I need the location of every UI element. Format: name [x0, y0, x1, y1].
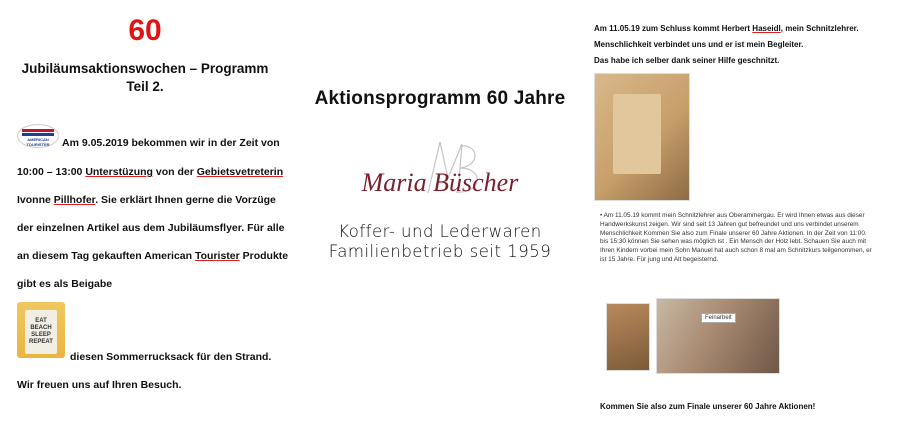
middle-column [290, 0, 590, 436]
photo-caption: Feinarbeit [701, 313, 736, 323]
time-text: 10:00 – 13:00 [17, 166, 86, 178]
para-line-2 [17, 166, 283, 178]
teacher-surname: Haseidl [752, 24, 781, 33]
closing-line: Kommen Sie also zum Finale unserer 60 Jahre Aktionen! [600, 402, 816, 411]
brand-subtitle-2: Familienbetrieb seit 1959 [328, 242, 552, 261]
wood-carving-photo [594, 73, 690, 201]
tourister-word: Tourister [194, 250, 240, 262]
support-word: Unterstüzung [85, 166, 153, 178]
para-line-3 [17, 194, 276, 206]
left-title-line1: Jubiläumsaktionswochen – Programm [21, 61, 269, 76]
representative-word: Gebietsvetreterin [196, 166, 284, 178]
para-line-8: Wir freuen uns auf Ihren Besuch. [17, 379, 182, 391]
beach-bag-image [17, 302, 65, 358]
brand-name: Maria Büscher [361, 168, 519, 197]
right-line-2: Menschlichkeit verbindet uns und er ist mein Begleiter. [594, 40, 804, 49]
carving-board [613, 94, 661, 174]
program-title: Aktionsprogramm 60 Jahre [314, 88, 566, 109]
right-paragraph: • Am 11.05.19 kommt mein Schnitzlehrer aus Oberammergau. Er wird Ihnen etwas aus dieser Handwerkskunst zeigen. Wir sind seit 13 Jahren gut befreundet und uns verbindet unserem Menschlichkeit Kommen Sie also zum Finale unserer 60 Jahre Aktionen. In der Zeit von 11:00. bis 15:30 können Sie sehen was möglich ist . Ein Mensch der Holz lebt. Schauen Sie auch mit Ihren Kindern vorbei mein Sohn Manuel hat auch schon 8 mal am Schnitzkurs teilgenommen, er ist 15 Jahre. Für jung und Alt begeisternd. [600, 212, 872, 263]
para-line-5 [17, 250, 288, 262]
brand-prefix-text: an diesem Tag gekauften American [17, 250, 195, 262]
logo-text: AMERICAN TOURISTER [26, 137, 50, 147]
surname-word: Pillhofer [53, 194, 96, 206]
left-column [0, 0, 290, 436]
connector-text: von der [152, 166, 197, 178]
bag-print: EAT BEACH SLEEP REPEAT [25, 310, 57, 354]
right-column [584, 0, 900, 436]
anniversary-number: 60 [128, 14, 162, 47]
right-line-3: Das habe ich selber dank seiner Hilfe geschnitzt. [594, 56, 780, 65]
date-text: Am 11.05.19 zum Schluss kommt Herbert [594, 24, 753, 33]
left-title [0, 60, 290, 96]
carver-at-work-photo [656, 298, 780, 374]
logo-stripe-red [22, 129, 54, 132]
carving-figure-photo [606, 303, 650, 371]
brand-subtitle-1: Koffer- und Lederwaren [338, 222, 542, 241]
para-line-6: gibt es als Beigabe [17, 278, 113, 290]
logo-stripe-blue [22, 133, 54, 136]
products-text: Produkte [239, 250, 289, 262]
para-line-1: Am 9.05.2019 bekommen wir in der Zeit von [62, 137, 280, 149]
explain-text: . Sie erklärt Ihnen gerne die Vorzüge [95, 194, 276, 206]
para-line-7: diesen Sommerrucksack für den Strand. [70, 351, 272, 363]
firstname-text: Ivonne [17, 194, 54, 206]
right-line-1 [594, 24, 859, 33]
left-title-line2: Teil 2. [126, 79, 164, 94]
teacher-role: , mein Schnitzlehrer. [780, 24, 859, 33]
para-line-4: der einzelnen Artikel aus dem Jubiläumsflyer. Für alle [17, 222, 285, 234]
american-tourister-logo [17, 124, 59, 148]
